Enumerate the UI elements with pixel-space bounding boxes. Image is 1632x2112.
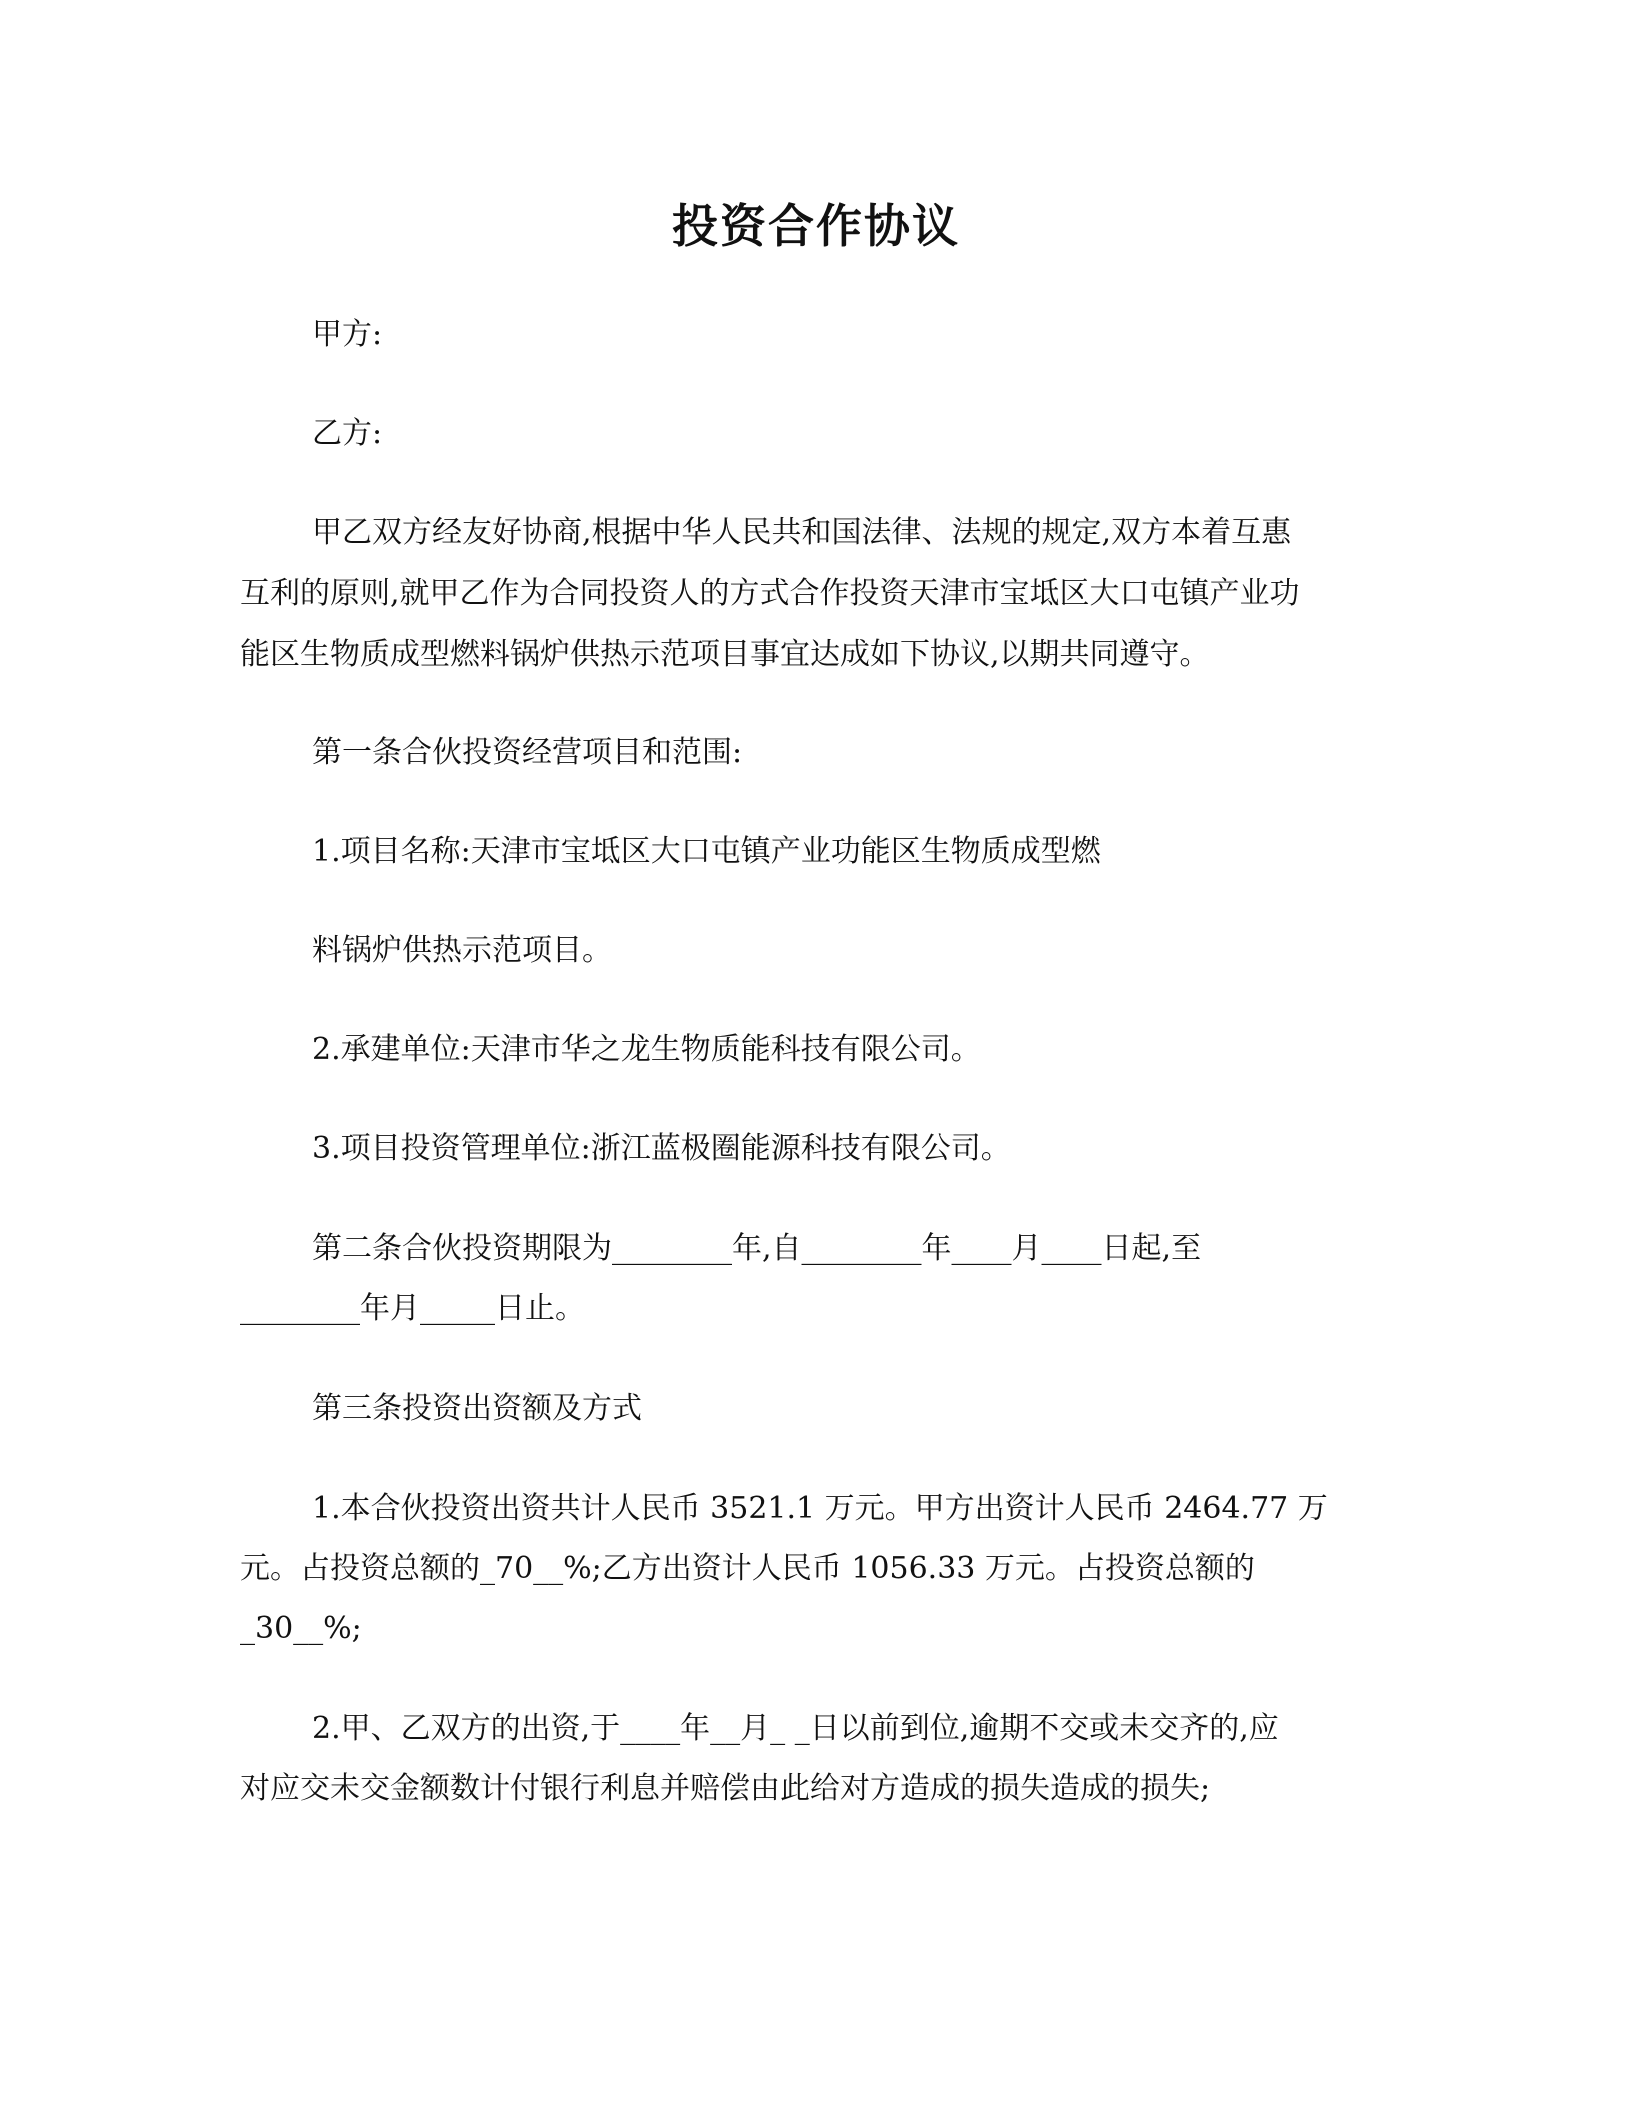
article3-item2-line2: 对应交未交金额数计付银行利息并赔偿由此给对方造成的损失造成的损失;: [240, 1771, 1211, 1806]
party-a-label: 甲方:: [312, 317, 383, 352]
article1-item3: 3.项目投资管理单位:浙江蓝极圈能源科技有限公司。: [312, 1131, 1011, 1166]
article2-line2: ________年月_____日止。: [240, 1291, 585, 1326]
intro-line-1: 甲乙双方经友好协商,根据中华人民共和国法律、法规的规定,双方本着互惠: [312, 515, 1292, 550]
article1-heading: 第一条合伙投资经营项目和范围:: [312, 735, 743, 770]
party-b-label: 乙方:: [312, 416, 383, 451]
article3-item1-line2: 元。占投资总额的_70__%;乙方出资计人民币 1056.33 万元。占投资总额的: [240, 1551, 1255, 1586]
article3-item1-line3: _30__%;: [240, 1611, 362, 1646]
intro-line-2: 互利的原则,就甲乙作为合同投资人的方式合作投资天津市宝坻区大口屯镇产业功: [240, 576, 1300, 611]
article1-item2: 2.承建单位:天津市华之龙生物质能科技有限公司。: [312, 1032, 981, 1067]
article1-item1-line1: 1.项目名称:天津市宝坻区大口屯镇产业功能区生物质成型燃: [312, 834, 1101, 869]
article3-item1-line1: 1.本合伙投资出资共计人民币 3521.1 万元。甲方出资计人民币 2464.77 万: [312, 1491, 1328, 1526]
article3-heading: 第三条投资出资额及方式: [312, 1391, 642, 1426]
article2-line1: 第二条合伙投资期限为________年,自________年____月____日起,至: [312, 1231, 1202, 1266]
document-title: 投资合作协议: [672, 199, 960, 253]
article1-item1-line2: 料锅炉供热示范项目。: [312, 933, 612, 968]
intro-line-3: 能区生物质成型燃料锅炉供热示范项目事宜达成如下协议,以期共同遵守。: [240, 637, 1210, 672]
article3-item2-line1: 2.甲、乙双方的出资,于____年__月_ _日以前到位,逾期不交或未交齐的,应: [312, 1711, 1279, 1746]
